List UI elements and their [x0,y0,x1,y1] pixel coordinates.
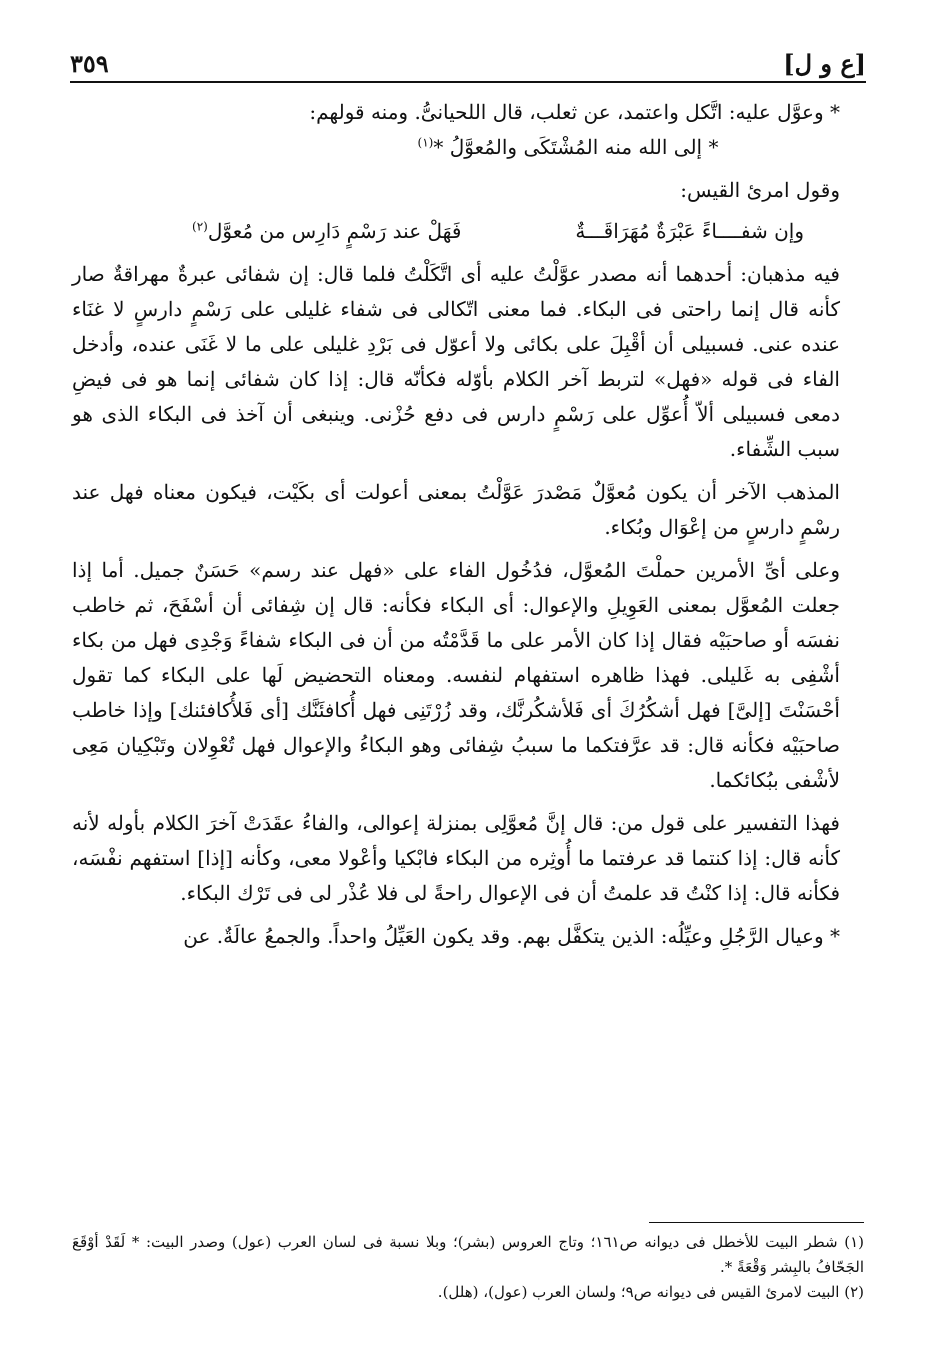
paragraph-entry-iyal: * وعيال الرَّجُلِ وعيِّلُه: الذين يتكفَّل بهم. وقد يكون العَيِّلُ واحداً. والجمعُ عالَةٌ. عن [183,924,840,948]
main-text [72,95,864,954]
paragraph-second-view: المذهب الآخر أن يكون مُعوَّلٌ مَصْدرَ عَوَّلْتُ بمعنى أعولت أى بكَيْت، فيكون معناه فهل عند رسْمٍ دارسٍ من إعْوَال وبُكاء. [72,480,840,539]
paragraph-either-meaning: وعلى أىِّ الأمرين حملْتَ المُعوَّل، فدُخُول الفاء على «فهل عند رسم» حَسَنٌ جميل. أما إذا جعلت المُعوَّل بمعنى العَوِيلِ والإعوال: أى البكاء فكأنه: قال إن شِفائى أن أسْفَحَ، ثم خاطب نفسَه أو صاحبَيْه فقال إذا كان الأمر على ما قَدَّمْتُه من أن فى البكاء شفاءً وَجْدِى فهل من بكاء أشْفِى به غَليلى. فهذا ظاهره استفهام لنفسه. ومعناه التحضيض لَها على البكاء كما تقول أحْسَنْتَ [إلىَّ] فهل أشكُرُكَ أى فَلأشكُرنَّك، وقد زُرْتَنِى فهل أُكافئَنَّك [أى فَلأُكافئنك] وإذا خاطب صاحبَيْه فكأنه قال: قد عرَّفتكما ما سببُ شِفائى وهو البكاءُ والإعوال فهل تُعْوِلان وتَبْكِيان مَعِى لأشْفى ببُكائكما. [72,558,840,792]
quote-text: * إلى الله منه المُشْتَكَى والمُعوَّلُ * [433,135,719,159]
footnotes [72,1230,864,1305]
page-header [70,38,866,78]
header-rule [70,81,866,83]
root-letters: [ع و ل] [783,49,866,78]
paragraph-interpretation: فهذا التفسير على قول من: قال إنَّ مُعوَّلِى بمنزلة إعوالى، والفاءُ عقَدَتْ آخرَ الكلام بأوله لأنه كأنه قال: إذا كنتما قد عرفتما ما أُوثِره من البكاء فابْكيا وأعْولا معى، وكأنه [إذا] استفهم نفْسَه، فكأنه قال: إذا كنْتُ قد علمتُ أن فى الإعوال راحةً لى فلا عُذْر لى فى تَرْك البكاء. [72,811,840,905]
footnote-1: (١) شطر البيت للأخطل فى ديوانه ص١٦١؛ وتاج العروس (بشر)؛ وبلا نسبة فى لسان العرب (عول) وصدر البيت: * لَقَدْ أوْقَعَ الجَحّافُ بالبِشر وَقْعَةً *. [72,1233,864,1276]
footnote-rule [649,1222,864,1223]
verse-first-hemistich: وإن شفــــاءً عَبْرَةٌ مُهَرَاقَـــةٌ [575,219,804,243]
page-number: ٣٥٩ [70,49,109,78]
footnote-ref-1: (١) [417,135,434,150]
footnote-2: (٢) البيت لامرئ القيس فى ديوانه ص٩؛ ولسان العرب (عول)، (هلل). [437,1283,864,1301]
verse-second-hemistich: فَهَلْ عند رَسْمٍ دَارِس من مُعوَّل [207,219,462,243]
footnote-ref-2: (٢) [192,219,208,234]
quoted-hemistich [72,130,864,165]
paragraph-verse-intro: وقول امرئ القيس: [680,178,840,202]
verse-line [72,214,864,249]
paragraph-entry-awwal: * وعوَّل عليه: اتَّكل واعتمد، عن ثعلب، قال اللحيانىُّ. ومنه قولهم: [309,100,840,124]
paragraph-two-views: فيه مذهبان: أحدهما أنه مصدر عوَّلْتُ عليه أى اتَّكَلْتُ فلما قال: إن شفائى عبرةٌ مهراقةٌ صار كأنه قال إنما راحتى فى البكاء. فما معنى اتّكالى فى شفاء غليلى على رَسْمٍ دارسٍ لا غنَاء عنده عنى. فسبيلى أن أقْبِلَ على بكائى ولا أعوّل فى بَرْدِ غليلى على ما لا غَنَى عنده، وأدخل الفاء فى قوله «فهل» لتربط آخر الكلام بأوّله فكأنّه قال: إذا كان شفائى إنما هو فى فيضِ دمعى فسبيلى ألاّ أُعوِّل على رَسْمٍ دارس فى دفع حُزْنى. وينبغى أن آخذ فى البكاء الذى هو سبب الشِّفاء. [72,262,840,461]
verse-second-hemistich-wrap [192,214,461,249]
